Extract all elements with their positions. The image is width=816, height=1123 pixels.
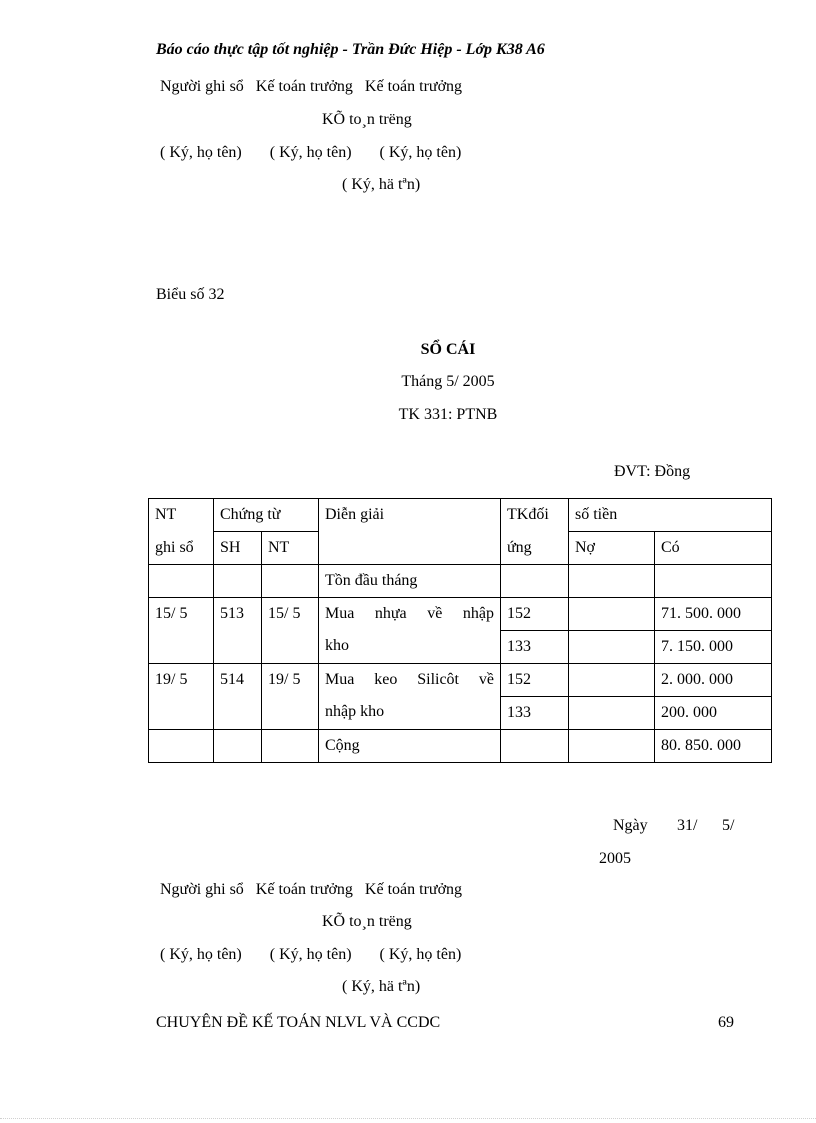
page-number: 69 — [718, 1014, 734, 1031]
header-co: Có — [655, 532, 772, 565]
table-row — [149, 664, 772, 697]
entry-date: 19/ 5 — [149, 664, 214, 730]
table-row-total — [149, 730, 772, 763]
signature-role-garbled-bottom: KÕ to¸n trëng — [322, 913, 412, 930]
entry-no — [569, 664, 655, 697]
desc-word: Mua — [325, 671, 355, 688]
header-nt2: NT — [262, 532, 319, 565]
entry-description — [319, 664, 501, 730]
desc-word: về — [478, 671, 494, 688]
cell-empty — [569, 730, 655, 763]
entry-no — [569, 697, 655, 730]
ledger-account: TK 331: PTNB — [398, 406, 498, 423]
table-row — [149, 598, 772, 631]
signature-signs-bottom: ( Ký, họ tên) ( Ký, họ tên) ( Ký, họ tên) — [160, 946, 462, 963]
signature-signs-top: ( Ký, họ tên) ( Ký, họ tên) ( Ký, họ tên) — [160, 144, 462, 161]
header-chung-tu: Chứng từ — [214, 499, 319, 532]
ledger-month: Tháng 5/ 2005 — [401, 373, 495, 390]
entry-tk: 152 — [501, 664, 569, 697]
desc-word: Mua — [325, 605, 355, 622]
cell-empty — [501, 565, 569, 598]
entry-co: 200. 000 — [655, 697, 772, 730]
signature-sign-garbled-bottom: ( Ký, hä tªn) — [342, 978, 421, 995]
ledger-table — [148, 498, 772, 763]
cell-empty — [214, 565, 262, 598]
cell-empty — [262, 565, 319, 598]
table-header-row — [149, 499, 772, 532]
entry-co: 7. 150. 000 — [655, 631, 772, 664]
header-sh: SH — [214, 532, 262, 565]
currency-unit: ĐVT: Đồng — [614, 463, 691, 480]
signature-roles-bottom: Người ghi sổ Kế toán trưởng Kế toán trưởng — [160, 881, 463, 898]
header-ung: ứng — [501, 532, 569, 565]
cell-empty — [149, 565, 214, 598]
entry-tk: 133 — [501, 631, 569, 664]
entry-sh: 513 — [214, 598, 262, 664]
desc-line2: kho — [325, 637, 349, 654]
form-number: Biểu số 32 — [156, 286, 225, 303]
entry-nt: 15/ 5 — [262, 598, 319, 664]
entry-co: 71. 500. 000 — [655, 598, 772, 631]
table-row — [149, 565, 772, 598]
desc-word: keo — [374, 671, 398, 688]
desc-line2: nhập kho — [325, 703, 385, 720]
date-prefix: Ngày — [613, 817, 648, 834]
cell-empty — [655, 565, 772, 598]
total-co: 80. 850. 000 — [655, 730, 772, 763]
page-edge-divider — [0, 1118, 816, 1119]
report-header: Báo cáo thực tập tốt nghiệp - Trần Đức Hiệp - Lớp K38 A6 — [156, 41, 545, 58]
opening-balance-label: Tồn đầu tháng — [319, 565, 501, 598]
entry-sh: 514 — [214, 664, 262, 730]
date-month: 5/ — [722, 817, 735, 834]
desc-word: nhựa — [374, 605, 407, 622]
entry-description — [319, 598, 501, 664]
header-ghi-so: ghi sổ — [149, 532, 214, 565]
cell-empty — [214, 730, 262, 763]
entry-date: 15/ 5 — [149, 598, 214, 664]
desc-word: nhập — [462, 605, 494, 622]
table-header-row — [149, 532, 772, 565]
header-dien-giai-cont — [319, 532, 501, 565]
entry-nt: 19/ 5 — [262, 664, 319, 730]
date-day: 31/ — [677, 817, 698, 834]
cell-empty — [262, 730, 319, 763]
entry-no — [569, 598, 655, 631]
header-nt: NT — [149, 499, 214, 532]
entry-tk: 133 — [501, 697, 569, 730]
header-so-tien: số tiền — [569, 499, 772, 532]
cell-empty — [149, 730, 214, 763]
cell-empty — [569, 565, 655, 598]
signature-role-garbled-top: KÕ to¸n trëng — [322, 111, 412, 128]
footer-title: CHUYÊN ĐỀ KẾ TOÁN NLVL VÀ CCDC — [156, 1014, 441, 1031]
entry-co: 2. 000. 000 — [655, 664, 772, 697]
desc-word: về — [427, 605, 443, 622]
total-label: Cộng — [319, 730, 501, 763]
signature-sign-garbled-top: ( Ký, hä tªn) — [342, 176, 421, 193]
header-tk-doi: TKđối — [501, 499, 569, 532]
header-no: Nợ — [569, 532, 655, 565]
ledger-title: SỔ CÁI — [420, 341, 476, 358]
entry-no — [569, 631, 655, 664]
entry-tk: 152 — [501, 598, 569, 631]
desc-word: Silicôt — [417, 671, 459, 688]
date-year: 2005 — [599, 850, 631, 867]
signature-roles-top: Người ghi sổ Kế toán trưởng Kế toán trưởng — [160, 78, 463, 95]
cell-empty — [501, 730, 569, 763]
header-dien-giai: Diễn giải — [319, 499, 501, 532]
